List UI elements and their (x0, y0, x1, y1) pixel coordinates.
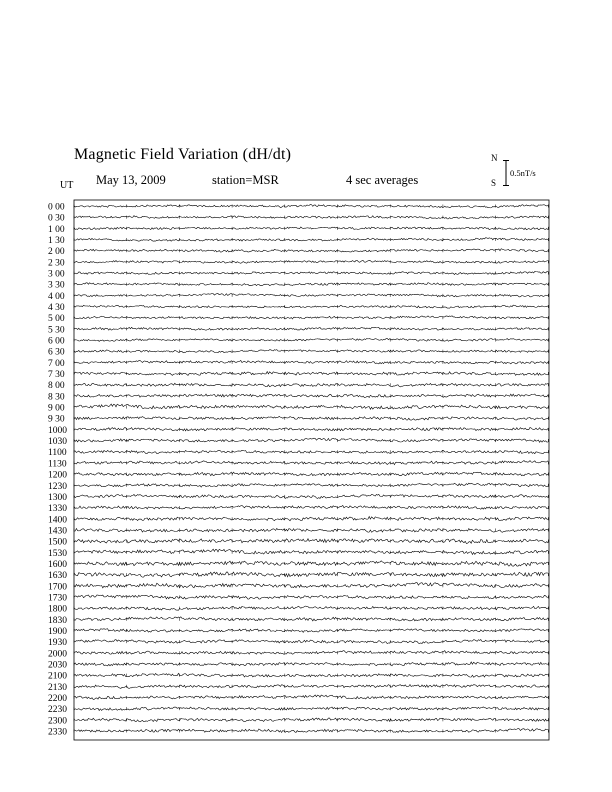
trace-line (74, 360, 548, 363)
row-label: 1400 (48, 515, 67, 526)
row-label: 1930 (48, 638, 67, 649)
row-label: 2030 (48, 660, 67, 671)
row-label: 8 30 (48, 392, 65, 403)
trace-line (74, 528, 548, 532)
station-label: station=MSR (212, 173, 279, 187)
trace-line (74, 629, 548, 633)
trace-line (74, 238, 548, 241)
row-label: 1900 (48, 626, 67, 637)
trace-line (74, 372, 548, 376)
trace-line (74, 707, 548, 711)
row-label: 1300 (48, 492, 67, 503)
row-label: 1800 (48, 604, 67, 615)
row-label: 2200 (48, 693, 67, 704)
trace-line (74, 572, 548, 577)
trace-line (74, 305, 548, 308)
row-label: 2 00 (48, 247, 65, 258)
row-label: 0 30 (48, 213, 65, 224)
plot-frame (74, 200, 549, 740)
row-label: 1000 (48, 425, 67, 436)
ut-axis-label: UT (60, 180, 74, 191)
row-label: 1130 (48, 459, 67, 470)
row-label: 2000 (48, 649, 67, 660)
trace-line (74, 606, 548, 610)
trace-line (74, 338, 548, 341)
trace-line (74, 294, 548, 297)
trace-line (74, 350, 548, 353)
row-label: 6 00 (48, 336, 65, 347)
trace-line (74, 204, 548, 207)
row-label: 1030 (48, 437, 67, 448)
row-label: 4 30 (48, 303, 65, 314)
trace-line (74, 517, 548, 521)
scale-south-label: S (491, 178, 497, 188)
row-label: 9 30 (48, 414, 65, 425)
row-label: 6 30 (48, 347, 65, 358)
trace-line (74, 539, 548, 544)
trace-line (74, 729, 548, 733)
trace-line (74, 327, 548, 330)
row-label: 2130 (48, 682, 67, 693)
trace-line (74, 483, 548, 487)
row-label: 1200 (48, 470, 67, 481)
row-label: 2300 (48, 716, 67, 727)
trace-line (74, 595, 548, 599)
trace-line (74, 316, 548, 319)
row-label: 1 00 (48, 224, 65, 235)
row-label: 9 00 (48, 403, 65, 414)
trace-line (74, 260, 548, 263)
trace-line (74, 283, 548, 286)
row-label: 1830 (48, 615, 67, 626)
trace-line (74, 383, 548, 387)
row-label: 1230 (48, 481, 67, 492)
row-label: 2330 (48, 727, 67, 738)
row-label: 5 00 (48, 314, 65, 325)
trace-line (74, 227, 548, 230)
row-label: 1330 (48, 504, 67, 515)
trace-line (74, 271, 548, 274)
row-label: 1600 (48, 559, 67, 570)
date-label: May 13, 2009 (96, 173, 166, 187)
chart-title: Magnetic Field Variation (dH/dt) (74, 146, 292, 163)
row-label: 7 30 (48, 370, 65, 381)
trace-line (74, 427, 548, 431)
trace-line (74, 438, 548, 442)
row-label: 1 30 (48, 236, 65, 247)
trace-line (74, 494, 548, 498)
row-label: 1430 (48, 526, 67, 537)
row-label: 2 30 (48, 258, 65, 269)
trace-line (74, 685, 548, 689)
row-label: 7 00 (48, 358, 65, 369)
trace-line (74, 472, 548, 476)
row-label: 0 00 (48, 202, 65, 213)
row-label: 1500 (48, 537, 67, 548)
trace-line (74, 640, 548, 644)
scale-north-label: N (491, 153, 498, 163)
row-label: 1700 (48, 582, 67, 593)
trace-line (74, 404, 548, 409)
row-label: 1630 (48, 571, 67, 582)
trace-line (74, 450, 548, 453)
row-label: 2230 (48, 705, 67, 716)
row-label: 4 00 (48, 291, 65, 302)
trace-line (74, 695, 548, 700)
trace-line (74, 505, 548, 509)
trace-line (74, 549, 548, 554)
trace-line (74, 394, 548, 398)
row-label: 1100 (48, 448, 67, 459)
trace-line (74, 662, 548, 666)
row-label: 2100 (48, 671, 67, 682)
trace-line (74, 718, 548, 722)
trace-line (74, 216, 548, 219)
trace-line (74, 651, 548, 655)
scale-value-label: 0.5nT/s (510, 168, 536, 178)
row-label: 3 30 (48, 280, 65, 291)
row-label: 8 00 (48, 381, 65, 392)
averaging-label: 4 sec averages (346, 173, 419, 187)
trace-line (74, 461, 548, 465)
trace-line (74, 583, 548, 588)
row-label: 5 30 (48, 325, 65, 336)
trace-line (74, 416, 548, 420)
trace-line (74, 617, 548, 621)
trace-line (74, 673, 548, 677)
trace-line (74, 249, 548, 252)
trace-line (74, 561, 548, 567)
row-label: 1730 (48, 593, 67, 604)
row-label: 3 00 (48, 269, 65, 280)
row-label: 1530 (48, 548, 67, 559)
